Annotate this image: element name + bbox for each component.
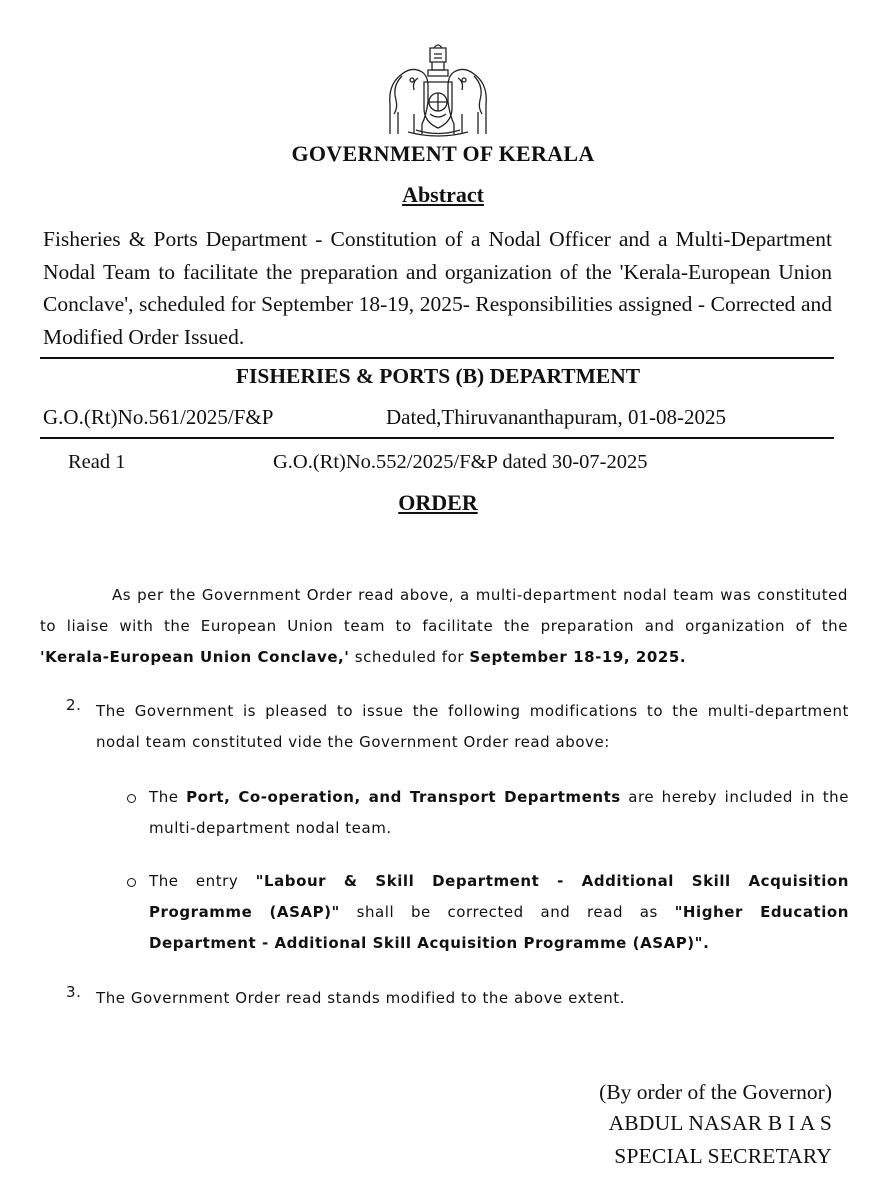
- bullet-item-2: [127, 866, 849, 959]
- bullet-1-suffix: are hereby included in the multi-department nodal team.: [149, 788, 849, 837]
- signatory-name: ABDUL NASAR B I A S: [608, 1111, 832, 1135]
- bullet-2-text: [149, 866, 849, 959]
- bullet-1-text: [149, 782, 849, 844]
- para1-conclave-dates: September 18-19, 2025: [469, 648, 680, 666]
- order-paragraph-1: [40, 580, 848, 673]
- para2-text: The Government is pleased to issue the following modifications to the multi-department nodal team constituted vide the Government Order read above:: [96, 702, 849, 751]
- order-paragraph-3: [66, 983, 849, 1014]
- bullet-1-prefix: The: [149, 788, 187, 806]
- reference-label: Read 1: [68, 451, 126, 473]
- government-title: GOVERNMENT OF KERALA: [291, 141, 595, 166]
- reference-value: G.O.(Rt)No.552/2025/F&P dated 30-07-2025: [273, 451, 648, 473]
- signature-by-order: (By order of the Governor): [599, 1080, 832, 1104]
- department-name: FISHERIES & PORTS (B) DEPARTMENT: [235, 364, 641, 388]
- kerala-state-emblem-icon: [378, 42, 498, 140]
- bullet-1-departments: Port, Co-operation, and Transport Departments: [186, 788, 621, 806]
- signatory-designation: SPECIAL SECRETARY: [614, 1144, 832, 1168]
- bullet-2-old-entry: "Labour & Skill Department - Additional Skill Acquisition Programme (ASAP)": [149, 872, 849, 921]
- divider-bottom: [40, 437, 834, 439]
- para1-text-middle: scheduled for: [349, 648, 470, 666]
- para1-text-end: .: [679, 648, 687, 666]
- para1-text-start: As per the Government Order read above, a multi-department nodal team was constituted to liaise with the European Union team to facilitate the preparation and organization of the: [40, 586, 848, 635]
- hollow-bullet-icon: [127, 878, 136, 887]
- go-number: G.O.(Rt)No.561/2025/F&P: [43, 405, 274, 429]
- para2-number: 2.: [66, 696, 82, 714]
- divider-top: [40, 357, 834, 359]
- abstract-text: Fisheries & Ports Department - Constitution of a Nodal Officer and a Multi-Department Nodal Team to facilitate the preparation and organization of the 'Kerala-European Union Conclave', scheduled for September 18-19, 2025- Responsibilities assigned - Corrected and Modified Order Issued.: [43, 227, 832, 349]
- bullet-2-end: .: [703, 934, 710, 952]
- bullet-2-new-entry: "Higher Education Department - Additional Skill Acquisition Programme (ASAP)": [149, 903, 850, 952]
- para1-conclave-name: 'Kerala-European Union Conclave,': [40, 648, 350, 666]
- abstract-heading: Abstract: [402, 182, 484, 207]
- go-date: Dated,Thiruvananthapuram, 01-08-2025: [386, 405, 726, 429]
- order-paragraph-2: [66, 696, 849, 758]
- para3-text: The Government Order read stands modified to the above extent.: [96, 989, 626, 1007]
- bullet-item-1: [127, 782, 849, 844]
- bullet-2-middle: shall be corrected and read as: [339, 903, 675, 921]
- order-heading: ORDER: [398, 490, 478, 515]
- bullet-2-prefix: The entry: [149, 872, 256, 890]
- para3-number: 3.: [66, 983, 82, 1001]
- hollow-bullet-icon: [127, 794, 136, 803]
